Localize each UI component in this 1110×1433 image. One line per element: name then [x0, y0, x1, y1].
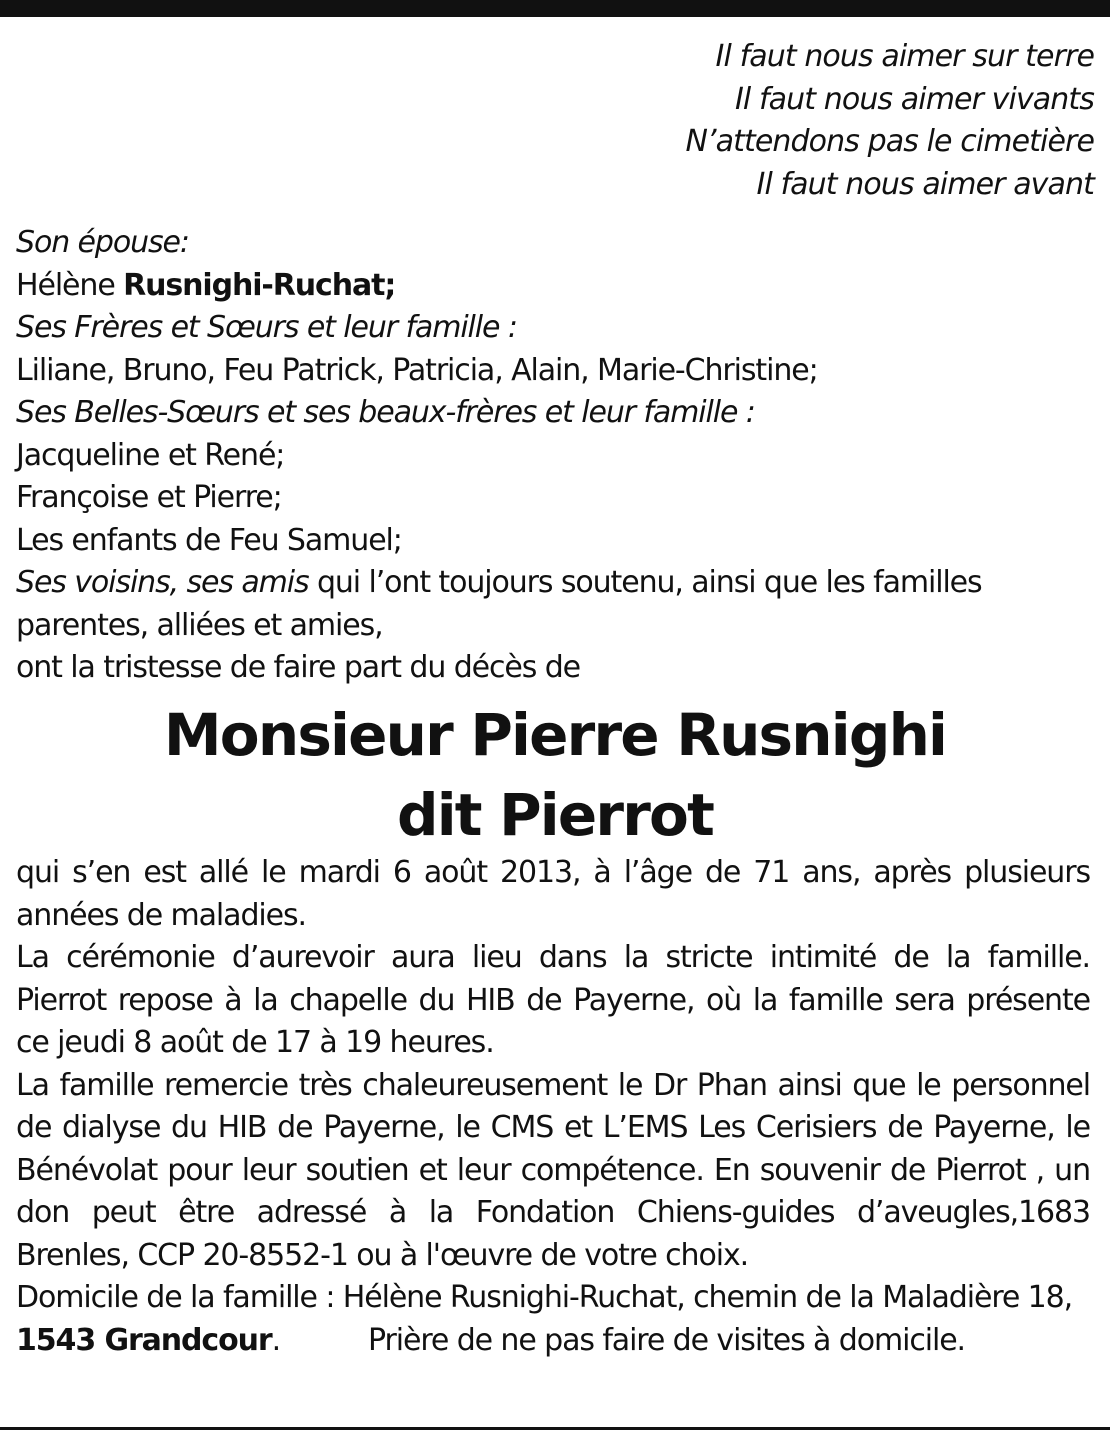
spouse-line — [16, 265, 1096, 308]
poem-line: N’attendons pas le cimetière — [685, 124, 1094, 159]
spouse-first-name: Hélène — [16, 267, 115, 303]
inlaws-names: Jacqueline et René; — [16, 437, 285, 473]
domicile-text: Domicile de la famille : Hélène Rusnighi-Ruchat, chemin de la Maladière 18, — [16, 1280, 1073, 1315]
poem-epigraph — [685, 36, 1094, 206]
thanks-paragraph: La famille remercie très chaleureusement le Dr Phan ainsi que le personnel de dialyse du HIB de Payerne, le CMS et L’EMS Les Cerisiers de Payerne, le Bénévolat pour leur soutien et leur compétence. En souvenir de Pierrot , un don peut être adressé à la Fondation Chiens-guides d’aveugles,1683 Brenles, CCP 20-8552-1 ou à l'œuvre de votre choix. — [16, 1067, 1090, 1273]
siblings-names: Liliane, Bruno, Feu Patrick, Patricia, Alain, Marie-Christine; — [16, 352, 818, 388]
deceased-name: Monsieur Pierre Rusnighi — [163, 701, 947, 769]
domicile-locality: 1543 Grandcour — [16, 1322, 272, 1358]
domicile-period: . — [271, 1322, 281, 1358]
family-list — [16, 222, 1096, 690]
friends-line — [16, 562, 1096, 605]
siblings-label: Ses Frères et Sœurs et leur famille : — [16, 310, 517, 345]
top-rule — [0, 0, 1110, 17]
spouse-last-name: Rusnighi-Ruchat; — [123, 267, 396, 303]
domicile-paragraph — [16, 1277, 1090, 1362]
poem-line: Il faut nous aimer vivants — [734, 81, 1094, 117]
ceremony-paragraph: La cérémonie d’aurevoir aura lieu dans la stricte intimité de la famille. Pierrot repose à la chapelle du HIB de Payerne, où la famille sera présente ce jeudi 8 août de 17 à 19 heures. — [16, 940, 1090, 1060]
deceased-nickname: dit Pierrot — [396, 781, 714, 849]
announcement-text: ont la tristesse de faire part du décès de — [16, 650, 581, 685]
poem-line: Il faut nous aimer avant — [756, 166, 1094, 202]
inlaws-names: Françoise et Pierre; — [16, 480, 282, 515]
notice-body — [16, 852, 1090, 1362]
poem-line: Il faut nous aimer sur terre — [715, 39, 1094, 74]
spouse-label: Son épouse: — [16, 225, 189, 260]
deceased-name-heading — [0, 695, 1110, 855]
inlaws-label: Ses Belles-Sœurs et ses beaux-frères et leur famille : — [16, 395, 755, 430]
bottom-rule — [0, 1427, 1110, 1430]
inlaws-names: Les enfants de Feu Samuel; — [16, 522, 402, 558]
friends-label: Ses voisins, ses amis — [16, 565, 309, 600]
no-visits-note: Prière de ne pas faire de visites à domicile. — [368, 1322, 965, 1358]
passing-paragraph: qui s’en est allé le mardi 6 août 2013, à l’âge de 71 ans, après plusieurs années de maladies. — [16, 855, 1090, 933]
friends-text: qui l’ont toujours soutenu, ainsi que les familles — [308, 565, 982, 600]
friends-text-continued: parentes, alliées et amies, — [16, 607, 383, 643]
